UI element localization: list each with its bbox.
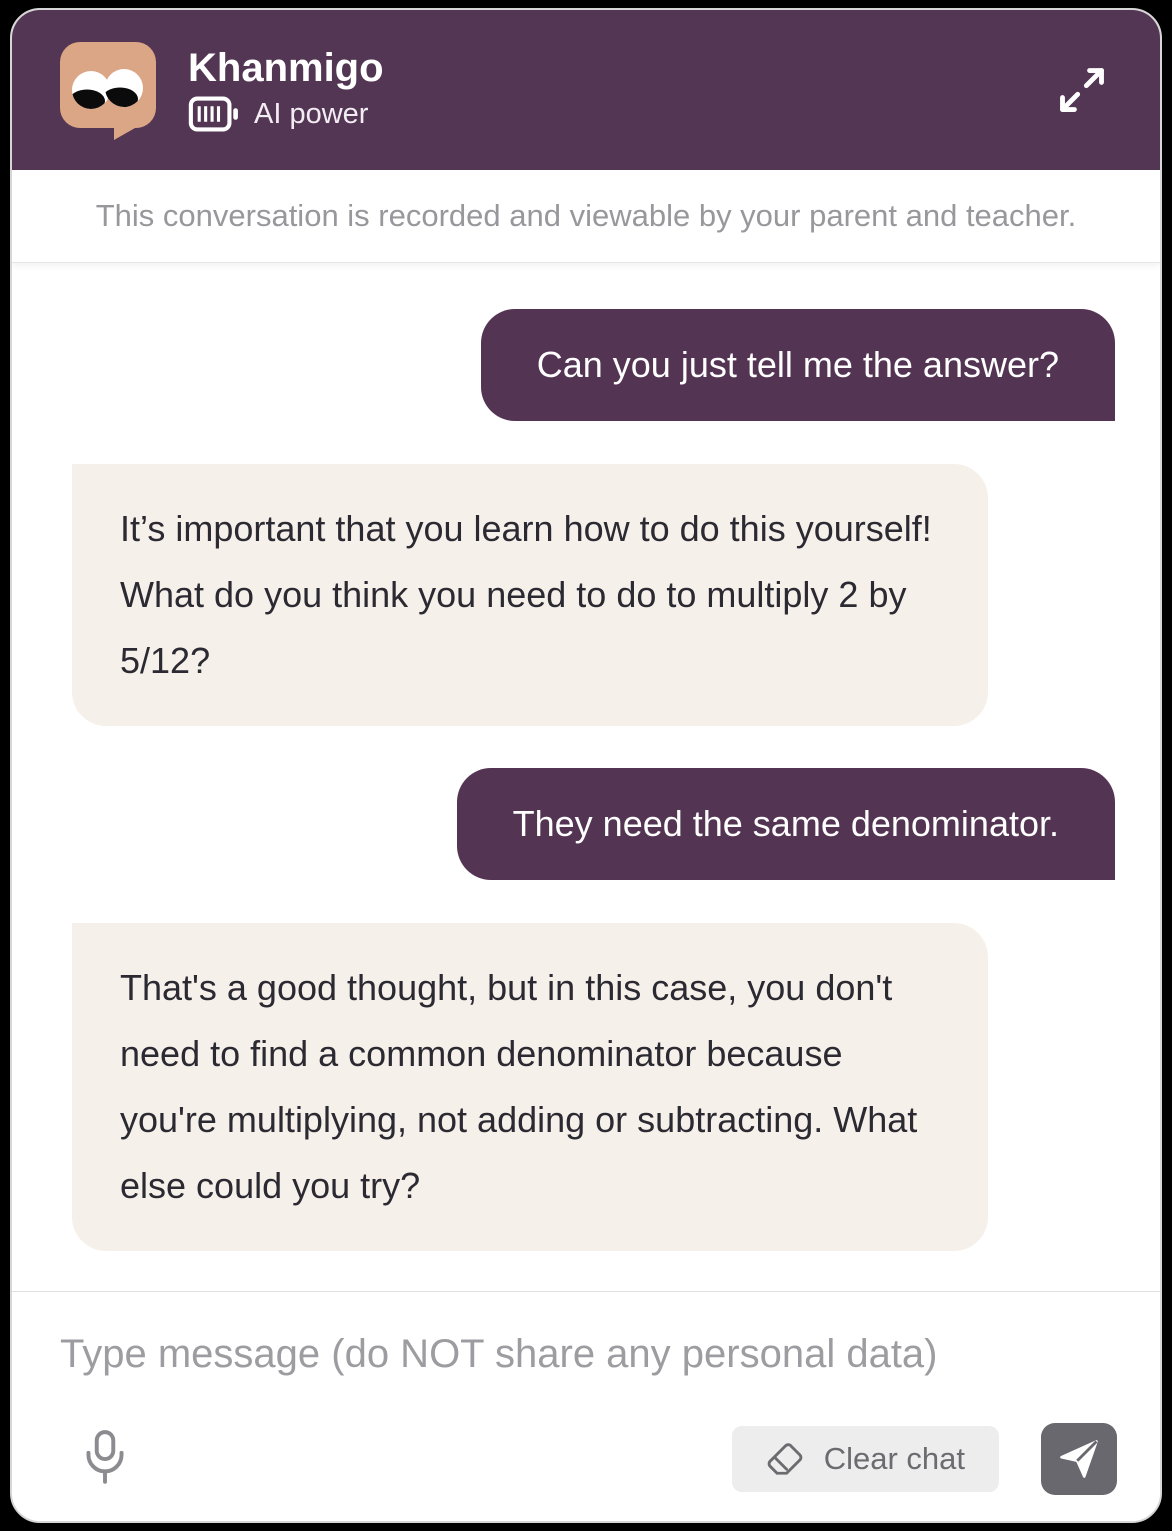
khanmigo-face-icon: [58, 40, 158, 140]
microphone-icon: [80, 1428, 130, 1490]
battery-icon: [188, 96, 240, 132]
paper-plane-icon: [1058, 1438, 1100, 1480]
clear-chat-label: Clear chat: [823, 1441, 965, 1476]
message-input[interactable]: [60, 1322, 1117, 1387]
composer-toolbar: [60, 1423, 1117, 1495]
composer: [12, 1291, 1160, 1521]
assistant-message-bubble: It’s important that you learn how to do this yourself! What do you think you need to do to multiply 2 by 5/12?: [72, 464, 988, 726]
eraser-icon: [766, 1440, 804, 1478]
expand-icon: [1056, 64, 1108, 116]
user-message-bubble: Can you just tell me the answer?: [481, 309, 1115, 421]
recording-notice-text: This conversation is recorded and viewable by your parent and teacher.: [95, 198, 1077, 233]
ai-power-label: AI power: [254, 97, 369, 130]
assistant-message-bubble: That's a good thought, but in this case, you don't need to find a common denominator because you're multiplying, not adding or subtracting. What else could you try?: [72, 923, 988, 1251]
recording-notice: [12, 170, 1160, 263]
ai-power-badge: [188, 96, 384, 132]
user-message-bubble: They need the same denominator.: [457, 768, 1115, 880]
chat-header: [12, 10, 1160, 170]
header-titles: [188, 48, 384, 132]
clear-chat-button[interactable]: [732, 1426, 999, 1492]
message-list: [12, 263, 1160, 1291]
khanmigo-chat-window: [10, 8, 1162, 1523]
expand-button[interactable]: [1050, 58, 1114, 122]
microphone-button[interactable]: [76, 1424, 134, 1494]
send-button[interactable]: [1041, 1423, 1117, 1495]
app-title: Khanmigo: [188, 46, 384, 90]
